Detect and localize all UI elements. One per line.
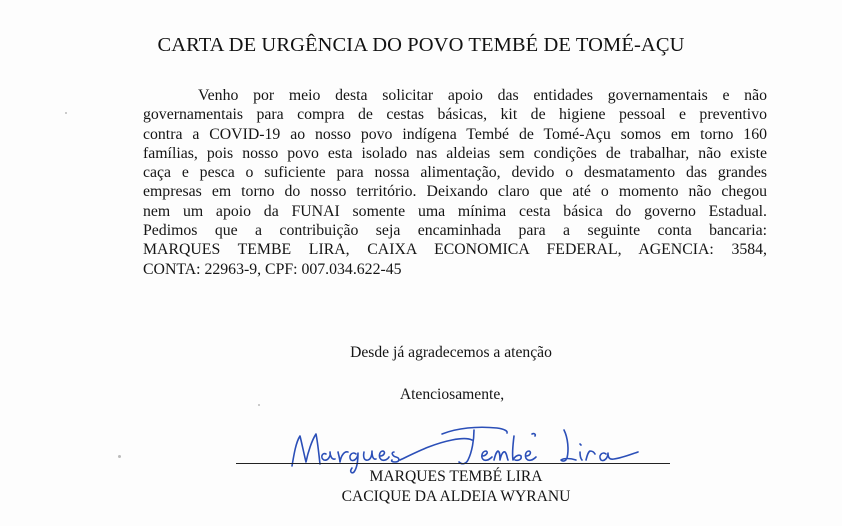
body-line: Pedimos que a contribuição seja encaminhada para a seguinte conta bancaria: [143,222,767,240]
body-line: CONTA: 22963-9, CPF: 007.034.622-45 [143,260,402,278]
body-line: caça e pesca o suficiente para nossa alimentação, devido o desmatamento das grandes [143,164,767,182]
letter-title: CARTA DE URGÊNCIA DO POVO TEMBÉ DE TOMÉ-AÇU [157,34,685,56]
signature-line [236,463,670,464]
scan-speck [65,112,67,114]
regards-text: Atenciosamente, [399,386,505,403]
body-line: nem um apoio da FUNAI somente uma mínima cesta básica do governo Estadual. [143,202,767,220]
signer-role: CACIQUE DA ALDEIA WYRANU [341,488,571,505]
body-line: MARQUES TEMBE LIRA, CAIXA ECONOMICA FEDERAL, AGENCIA: 3584, [143,241,767,259]
scan-speck [258,404,260,406]
handwritten-signature [282,414,682,474]
body-line: governamentais para compra de cestas básicas, kit de higiene pessoal e preventivo [143,106,767,124]
letter-body [143,86,767,279]
body-line: empresas em torno do nosso território. Deixando claro que até o momento não chegou [143,183,767,201]
scan-speck [118,455,121,458]
body-line: contra a COVID-19 ao nosso povo indígena Tembé de Tomé-Açu somos em torno 160 [143,125,767,143]
body-line: Venho por meio desta solicitar apoio das entidades governamentais e não [198,87,767,104]
body-line: famílias, pois nosso povo esta isolado nas aldeias sem condições de trabalhar, não existe [143,144,767,162]
closing-text: Desde já agradecemos a atenção [350,344,552,361]
signer-name: MARQUES TEMBÉ LIRA [369,468,543,485]
